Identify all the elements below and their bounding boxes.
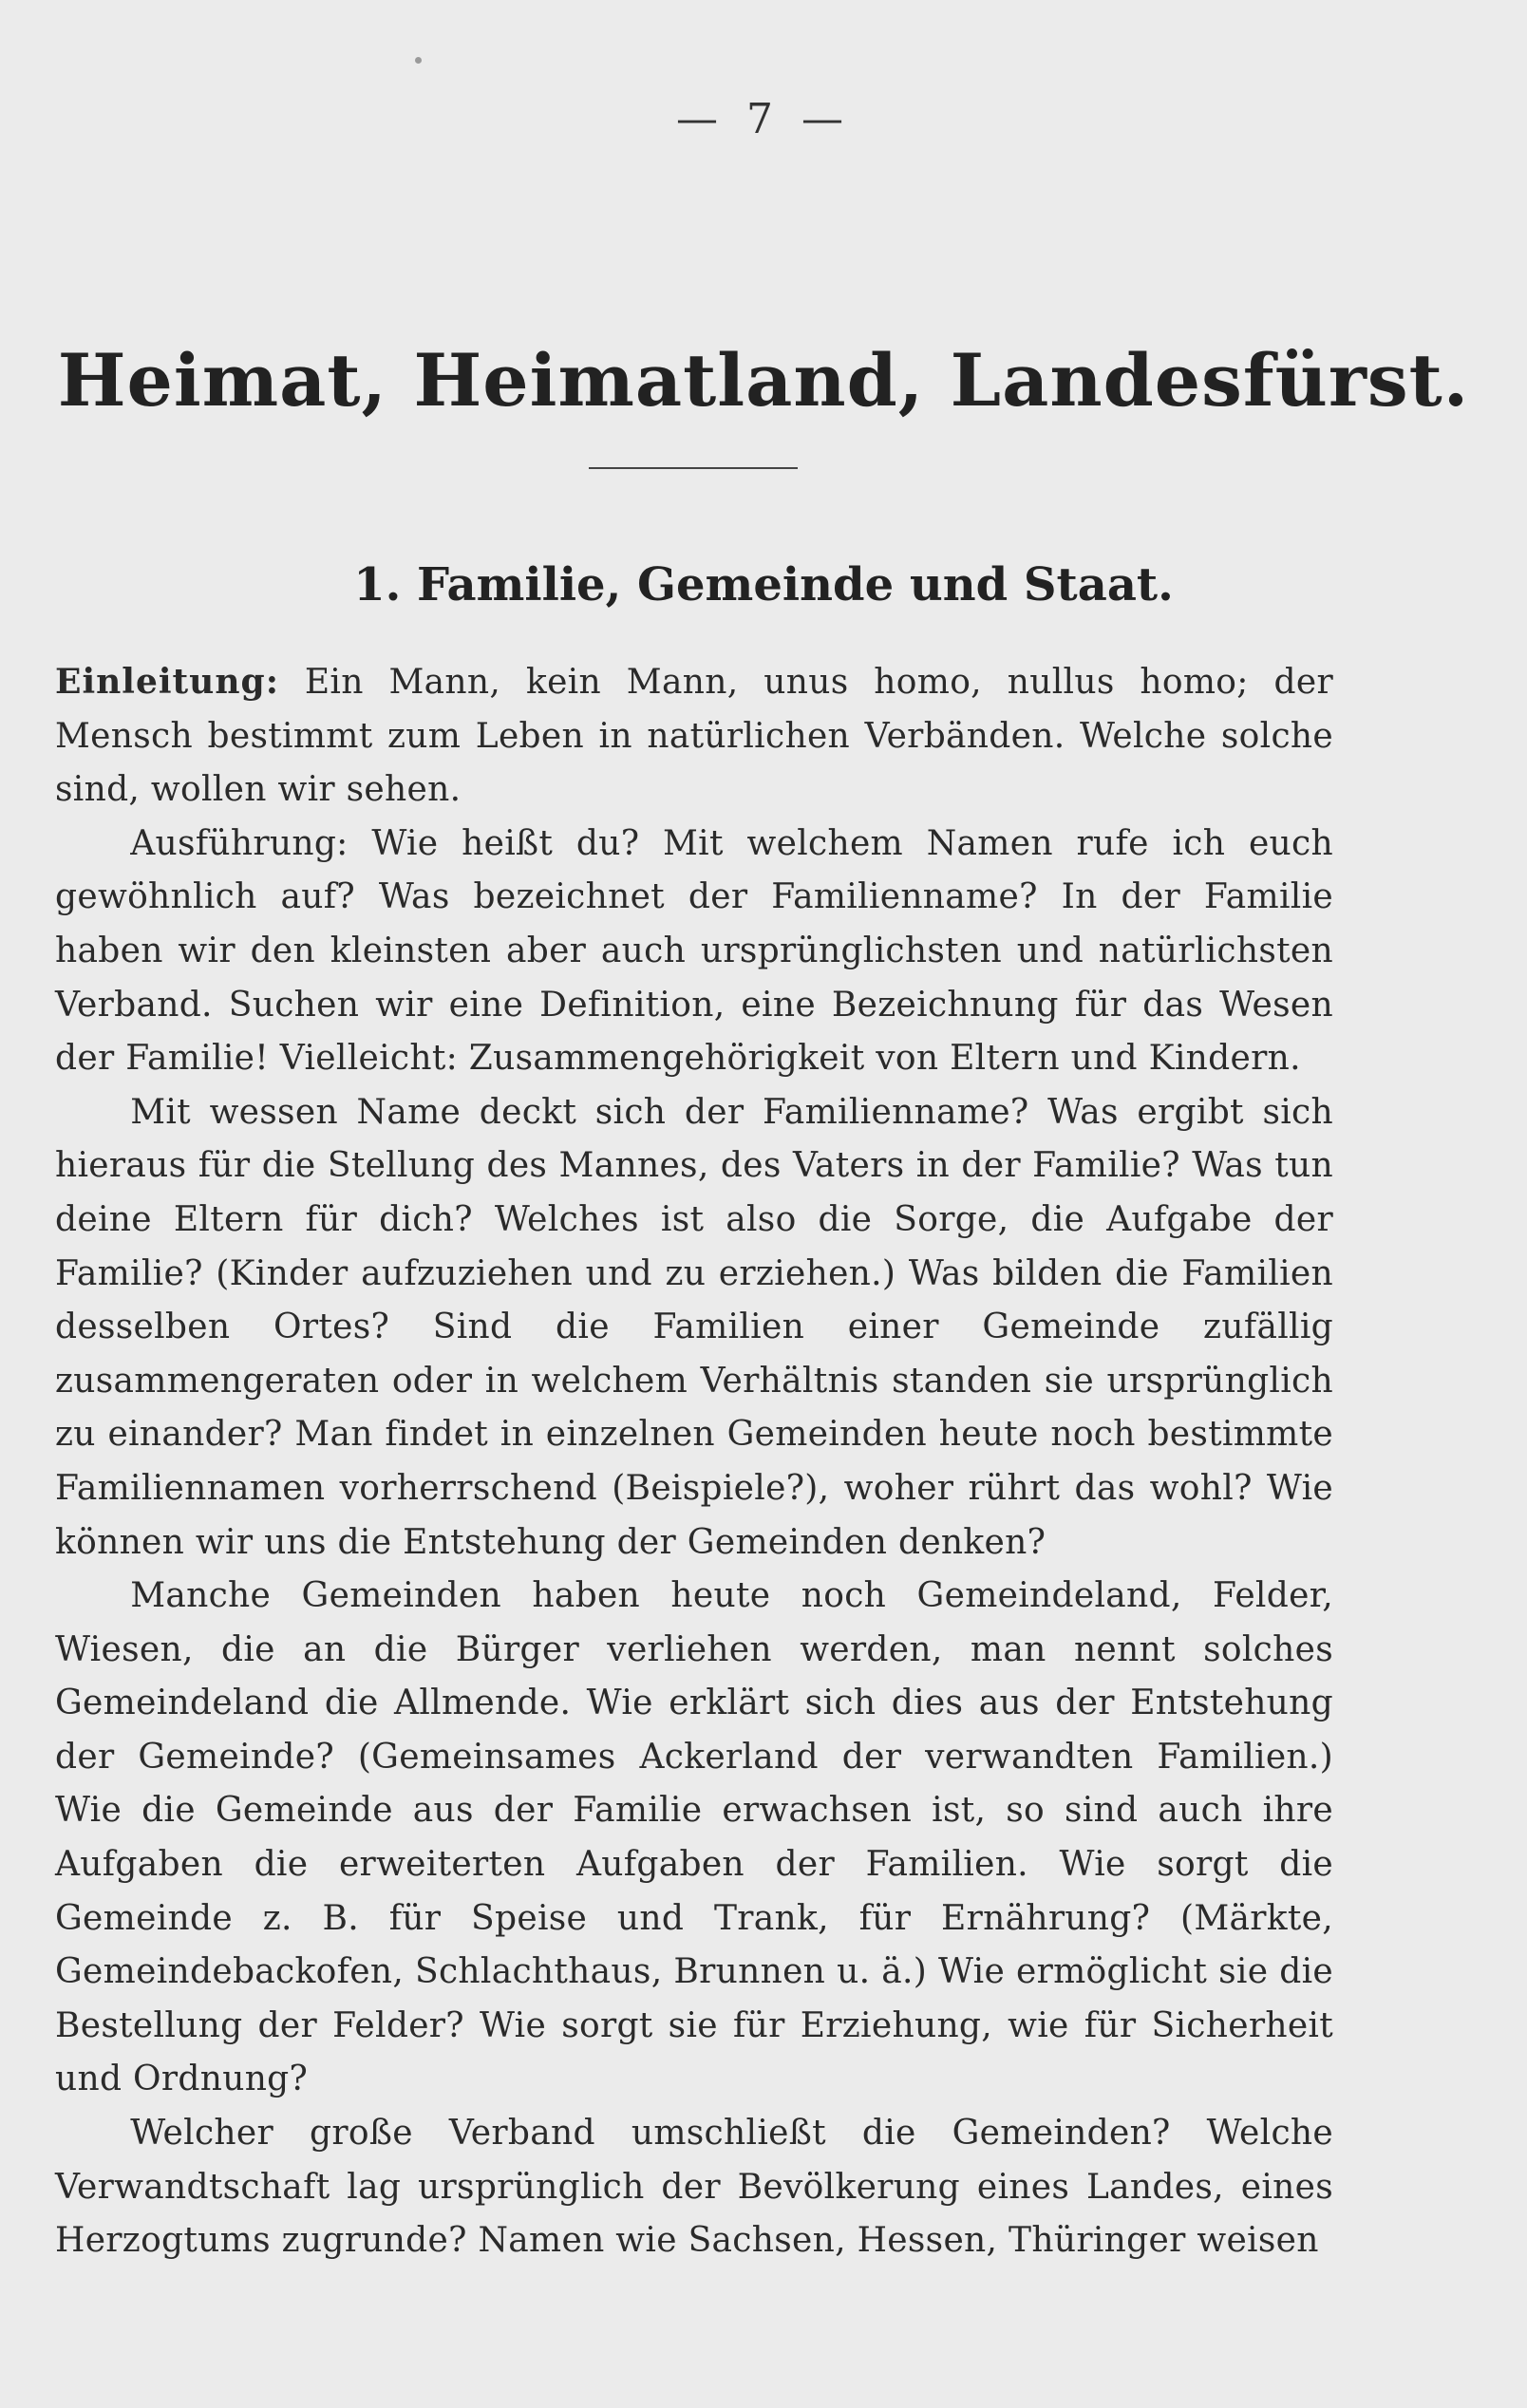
paragraph-ausfuehrung: Ausführung: Wie heißt du? Mit welchem Namen rufe ich euch gewöhnlich auf? Was bezeichnet der Familienname? In der Familie haben wir den kleinsten aber auch ursprünglichsten und natürlichsten Verband. Suchen wir eine Definition, eine Bezeichnung für das Wesen der Familie! Vielleicht: Zusammengehörigkeit von Eltern und Kindern. <box>55 823 1333 1079</box>
intro-text: Ein Mann, kein Mann, unus homo, nullus homo; der Mensch bestimmt zum Leben in natürlichen Verbänden. Welche solche sind, wollen wir sehen. <box>55 663 1333 810</box>
section-heading: 1. Familie, Gemeinde und Staat. <box>353 558 1174 611</box>
chapter-title: Heimat, Heimatland, Landesfürst. <box>57 338 1470 423</box>
paragraph-familienname: Mit wessen Name deckt sich der Familienname? Was ergibt sich hieraus für die Stellung des Mannes, des Vaters in der Familie? Was tun deine Eltern für dich? Welches ist also die Sorge, die Aufgabe der Familie? (Kinder aufzuziehen und zu erziehen.) Was bilden die Familien desselben Ortes? Sind die Familien einer Gemeinde zufällig zusammengeraten oder in welchem Verhältnis standen sie ursprünglich zu einander? Man findet in einzelnen Gemeinden heute noch bestimmte Familiennamen vorherrschend (Beispiele?), woher rührt das wohl? Wie können wir uns die Entstehung der Gemeinden denken? <box>55 1092 1333 1562</box>
paragraph-verband: Welcher große Verband umschließt die Gemeinden? Welche Verwandtschaft lag ursprünglich der Bevölkerung eines Landes, eines Herzogtums zugrunde? Namen wie Sachsen, Hessen, Thüringer weisen <box>55 2114 1333 2261</box>
title-divider <box>589 467 798 469</box>
page-number: — 7 — <box>676 95 851 143</box>
ink-speck <box>415 57 422 64</box>
body-text <box>55 655 1333 2268</box>
intro-label: Einleitung: <box>55 662 279 702</box>
intro-paragraph <box>55 655 1333 818</box>
paragraph-gemeindeland: Manche Gemeinden haben heute noch Gemeindeland, Felder, Wiesen, die an die Bürger verliehen werden, man nennt solches Gemeindeland die Allmende. Wie erklärt sich dies aus der Entstehung der Gemeinde? (Gemeinsames Ackerland der verwandten Familien.) Wie die Gemeinde aus der Familie erwachsen ist, so sind auch ihre Aufgaben die erweiterten Aufgaben der Familien. Wie sorgt die Gemeinde z. B. für Speise und Trank, für Ernährung? (Märkte, Gemeindebackofen, Schlachthaus, Brunnen u. ä.) Wie ermöglicht sie die Bestellung der Felder? Wie sorgt sie für Erziehung, wie für Sicherheit und Ordnung? <box>55 1576 1333 2099</box>
